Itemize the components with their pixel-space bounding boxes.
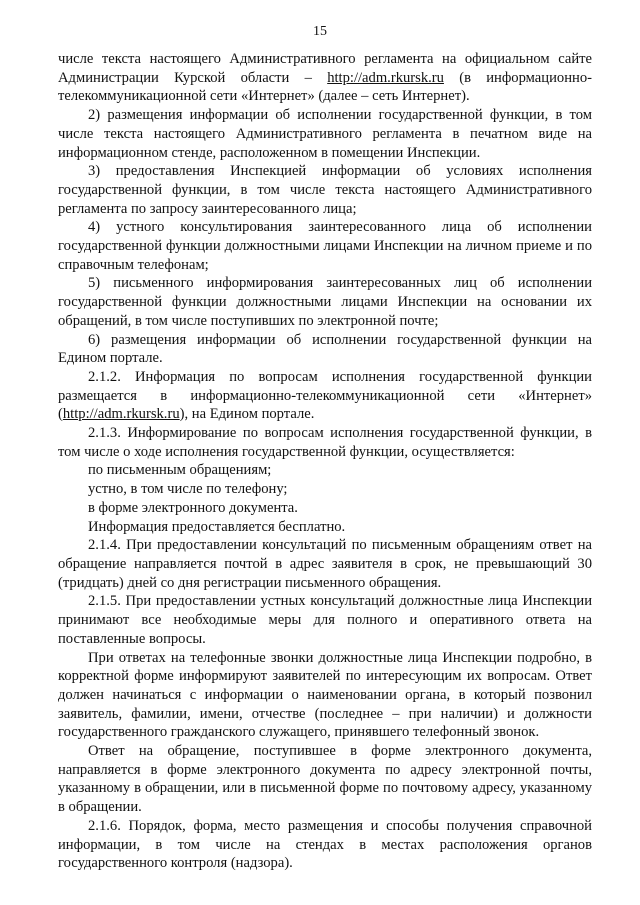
paragraph xyxy=(58,592,592,648)
paragraph-text: 2.1.6. Порядок, форма, место размещения и способы получения справочной информации, в том числе на стендах в местах расположения органов государственного контроля (надзора). xyxy=(58,817,592,872)
paragraph-text: 6) размещения информации об исполнении государственной функции на Едином портале. xyxy=(58,331,592,367)
paragraph xyxy=(58,331,592,368)
url-link[interactable]: http://adm.rkursk.ru xyxy=(62,406,180,423)
paragraph-text: 4) устного консультирования заинтересованного лица об исполнении государственной функции должностными лицами Инспекции на личном приеме и по справочным телефонам; xyxy=(58,219,592,273)
document-body xyxy=(58,50,592,873)
paragraph xyxy=(58,218,592,274)
paragraph xyxy=(58,274,592,330)
paragraph xyxy=(58,368,592,424)
paragraph-text: Ответ на обращение, поступившее в форме электронного документа, направляется в форме электронного документа по адресу электронной почты, указанному в обращении, или в письменной форме по почтовому адресу, указанному в обращении. xyxy=(58,743,592,816)
paragraph-text: 2.1.2. Информация по вопросам исполнения государственной функции размещается в информационно-телекоммуникационной сети «Интернет» ( xyxy=(58,368,592,423)
page-number: 15 xyxy=(313,24,327,39)
paragraph xyxy=(58,536,592,592)
paragraph-text: 5) письменного информирования заинтересованных лиц об исполнении государственной функции должностными лицами Инспекции на основании их обращений, в том числе поступивших по электронной почте; xyxy=(58,275,592,329)
paragraph-text: Информация предоставляется бесплатно. xyxy=(88,518,346,535)
url-link[interactable]: http://adm.rkursk.ru xyxy=(327,69,444,86)
paragraph-text: 2) размещения информации об исполнении государственной функции, в том числе текста настоящего Административного регламента в печатном виде на информационном стенде, расположенном в помещении Инспекции. xyxy=(58,107,592,161)
paragraph xyxy=(58,817,592,873)
paragraph-text: ), на Едином портале. xyxy=(179,406,315,423)
paragraph-text: (в информационно-телекоммуникационной сети «Интернет» (далее – сеть Интернет). xyxy=(58,69,592,105)
paragraph-text: устно, в том числе по телефону; xyxy=(88,481,288,498)
paragraph-text: по письменным обращениям; xyxy=(88,462,272,479)
paragraph xyxy=(58,162,592,218)
paragraph-text: числе текста настоящего Административного регламента на официальном сайте Администрации Курской области – xyxy=(58,51,592,86)
paragraph-text: 2.1.5. При предоставлении устных консультаций должностные лица Инспекции принимают все необходимые меры для полного и оперативного ответа на поставленные вопросы. xyxy=(58,593,592,647)
paragraph xyxy=(58,50,592,106)
paragraph-text: 2.1.3. Информирование по вопросам исполнения государственной функции, в том числе о ходе исполнения государственной функции, осуществляется: xyxy=(58,425,592,460)
paragraph xyxy=(58,480,592,499)
paragraph xyxy=(58,424,592,461)
paragraph xyxy=(58,649,592,743)
paragraph-text: 3) предоставления Инспекцией информации об условиях исполнения государственной функции, в том числе текста настоящего Административного регламента по запросу заинтересованного лица; xyxy=(58,163,592,217)
paragraph xyxy=(58,499,592,518)
paragraph xyxy=(58,461,592,480)
paragraph xyxy=(58,106,592,162)
paragraph xyxy=(58,518,592,537)
paragraph xyxy=(58,742,592,817)
paragraph-text: в форме электронного документа. xyxy=(88,499,298,516)
paragraph-text: При ответах на телефонные звонки должностные лица Инспекции подробно, в корректной форме информируют заявителей по интересующим их вопросам. Ответ должен начинаться с информации о наименовании органа, в который позвонил заявитель, фамилии, имени, отчестве (последнее – при наличии) и должности государственного гражданского служащего, принявшего телефонный звонок. xyxy=(58,649,592,741)
paragraph-text: 2.1.4. При предоставлении консультаций по письменным обращениям ответ на обращение направляется почтой в адрес заявителя в срок, не превышающий 30 (тридцать) дней со дня регистрации письменного обращения. xyxy=(58,537,592,591)
